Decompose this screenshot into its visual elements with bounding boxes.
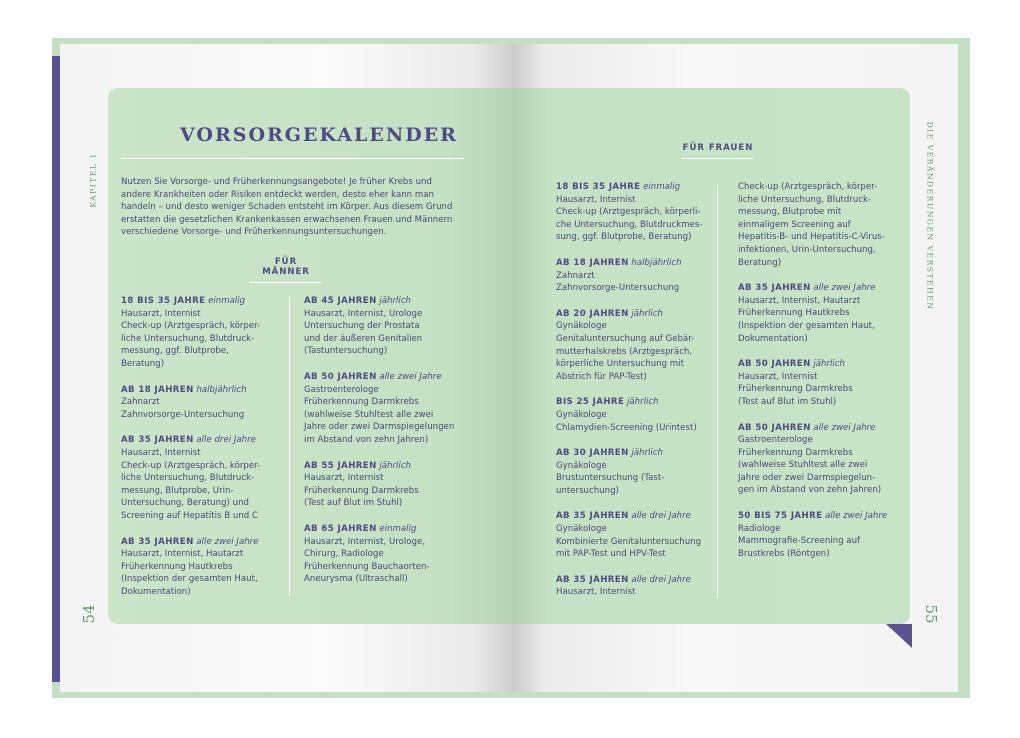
- entry-frequency: jährlich: [813, 359, 845, 370]
- women-column-2: [738, 181, 898, 573]
- page-number-left: 54: [80, 604, 98, 624]
- entry-details: Gynäkologe Chlamydien-Screening (Urintest): [556, 409, 697, 433]
- entry-age: AB 50 JAHREN: [738, 422, 811, 433]
- schedule-entry: [304, 460, 464, 510]
- schedule-entry-continued: [738, 181, 898, 269]
- entry-age: AB 35 JAHREN: [556, 574, 629, 585]
- entry-details: Zahnarzt Zahnvorsorge-Untersuchung: [556, 270, 680, 294]
- men-column-1: [121, 295, 269, 611]
- column-divider: [717, 184, 718, 598]
- entry-age: AB 20 JAHREN: [556, 308, 629, 319]
- entry-frequency: einmalig: [208, 296, 246, 306]
- women-column-1: [556, 181, 712, 612]
- schedule-entry: [738, 422, 898, 498]
- entry-details: Hausarzt, Internist Check-up (Arztgespräch, körper- liche Untersuchung, Blutdruck- messung, ggf. Blutprobe, Beratung): [121, 308, 261, 369]
- schedule-entry: [738, 510, 898, 560]
- entry-details: Gastroenterologe Früherkennung Darmkrebs (wahlweise Stuhltest alle zwei Jahre oder zwei Darmspiegelun- gen im Abstand von zehn Jahren): [738, 435, 882, 496]
- schedule-entry: [121, 295, 269, 371]
- entry-details: Hausarzt, Internist, Urologe, Chirurg, Radiologe Früherkennung Bauchaorten- Aneurysma (Ultraschall): [304, 536, 430, 585]
- entry-frequency: jährlich: [379, 296, 411, 306]
- schedule-entry: [556, 574, 712, 599]
- heading-frauen: FÜR FRAUEN: [682, 143, 754, 159]
- entry-frequency: einmalig: [379, 523, 417, 534]
- entry-details: Check-up (Arztgespräch, körper- liche Untersuchung, Blutdruck- messung, Blutprobe mit einmaligem Screening auf Hepatitis-B- und Hepatitis-C-Virus- infektionen, Urin-Untersuchung, Beratung): [738, 182, 885, 268]
- entry-frequency: jährlich: [631, 448, 663, 459]
- entry-details: Gynäkologe Genitaluntersuchung auf Gebär- mutterhalskrebs (Arztgespräch, körperliche Untersuchung mit Abstrich für PAP-Test): [556, 321, 695, 382]
- entry-details: Hausarzt, Internist, Urologe Untersuchung der Prostata und der äußeren Genitalien (Tastuntersuchung): [304, 308, 423, 357]
- entry-age: 18 BIS 35 JAHRE: [556, 182, 641, 192]
- entry-frequency: alle drei Jahre: [631, 511, 691, 522]
- entry-details: Hausarzt, Internist Check-up (Arztgespräch, körperli- che Untersuchung, Blutdruckmes- sung, ggf. Blutprobe, Beratung): [556, 194, 703, 243]
- entry-frequency: alle zwei Jahre: [825, 511, 888, 522]
- column-divider: [289, 296, 290, 596]
- entry-details: Hausarzt, Internist, Hautarzt Früherkennung Hautkrebs (Inspektion der gesamten Haut, Dokumentation): [738, 295, 875, 344]
- men-column-2: [304, 295, 464, 599]
- entry-age: AB 45 JAHREN: [304, 296, 377, 306]
- entry-age: AB 65 JAHREN: [304, 523, 377, 534]
- entry-details: Radiologe Mammografie-Screening auf Brustkrebs (Röntgen): [738, 523, 861, 559]
- entry-details: Hausarzt, Internist Früherkennung Darmkrebs (Test auf Blut im Stuhl): [738, 371, 853, 407]
- title-divider: [121, 158, 464, 159]
- entry-frequency: alle drei Jahre: [631, 574, 691, 585]
- entry-frequency: halbjährlich: [196, 384, 247, 395]
- schedule-entry: [556, 308, 712, 384]
- entry-frequency: einmalig: [643, 182, 681, 192]
- schedule-entry: [556, 510, 712, 560]
- entry-frequency: alle zwei Jahre: [813, 283, 876, 294]
- schedule-entry: [556, 257, 712, 295]
- entry-age: AB 35 JAHREN: [738, 283, 811, 294]
- entry-details: Gynäkologe Kombinierte Genitaluntersuchung mit PAP-Test und HPV-Test: [556, 524, 702, 560]
- schedule-entry: [556, 181, 712, 244]
- entry-details: Gastroenterologe Früherkennung Darmkrebs (wahlweise Stuhltest alle zwei Jahre oder zwei Darmspiegelungen im Abstand von zehn Jahren): [304, 384, 455, 445]
- schedule-entry: [304, 295, 464, 358]
- entry-frequency: jährlich: [379, 460, 411, 471]
- entry-frequency: halbjährlich: [631, 257, 682, 268]
- schedule-entry: [556, 447, 712, 497]
- entry-frequency: alle zwei Jahre: [813, 422, 876, 433]
- intro-paragraph: Nutzen Sie Vorsorge- und Früherkennungsangebote! Je früher Krebs und andere Krankheiten oder Risiken entdeckt werden, desto eher kann man handeln – und desto weniger Schaden entsteht im Körper. Aus diesem Grund erstatten die gesetzlichen Krankenkassen erwachsenen Frauen und Männern verschiedene Vorsorge- und Früherkennungsuntersuchungen.: [121, 177, 453, 238]
- entry-details: Hausarzt, Internist Check-up (Arztgespräch, körper- liche Untersuchung, Blutdruck- messung, Blutprobe, Urin- Untersuchung, Beratung) und Screening auf Hepatitis B und C: [121, 447, 261, 521]
- entry-age: AB 18 JAHREN: [121, 384, 194, 395]
- entry-age: AB 55 JAHREN: [304, 460, 377, 471]
- entry-age: AB 50 JAHREN: [304, 371, 377, 382]
- heading-maenner: FÜR MÄNNER: [250, 257, 322, 283]
- entry-age: BIS 25 JAHRE: [556, 397, 625, 408]
- entry-details: Gynäkologe Brustuntersuchung (Tast- untersuchung): [556, 460, 665, 496]
- entry-frequency: alle zwei Jahre: [379, 371, 442, 382]
- section-running-head: DIE VERÄNDERUNGEN VERSTEHEN: [925, 121, 935, 311]
- entry-age: AB 30 JAHREN: [556, 448, 629, 459]
- entry-details: Hausarzt, Internist Früherkennung Darmkrebs (Test auf Blut im Stuhl): [304, 473, 419, 509]
- entry-age: AB 35 JAHREN: [121, 536, 194, 547]
- entry-age: 50 BIS 75 JAHRE: [738, 511, 823, 522]
- schedule-entry: [121, 536, 269, 599]
- entry-age: AB 50 JAHREN: [738, 359, 811, 370]
- entry-age: AB 35 JAHREN: [121, 435, 194, 446]
- entry-age: 18 BIS 35 JAHRE: [121, 296, 206, 306]
- entry-age: AB 18 JAHREN: [556, 257, 629, 268]
- entry-age: AB 35 JAHREN: [556, 511, 629, 522]
- entry-details: Hausarzt, Internist, Hautarzt Früherkennung Hautkrebs (Inspektion der gesamten Haut, Dokumentation): [121, 549, 258, 597]
- entry-frequency: alle drei Jahre: [196, 435, 256, 446]
- schedule-entry: [304, 523, 464, 586]
- entry-details: Hausarzt, Internist: [556, 587, 636, 598]
- chapter-label: KAPITEL 1: [88, 152, 98, 208]
- page-number-right: 55: [922, 604, 940, 624]
- page-title: VORSORGEKALENDER: [180, 124, 458, 146]
- schedule-entry: [121, 434, 269, 522]
- entry-frequency: alle zwei Jahre: [196, 536, 259, 547]
- schedule-entry: [738, 282, 898, 345]
- schedule-entry: [121, 384, 269, 422]
- schedule-entry: [304, 371, 464, 447]
- schedule-entry: [738, 358, 898, 408]
- entry-frequency: jährlich: [626, 397, 659, 408]
- entry-frequency: jährlich: [631, 308, 663, 319]
- schedule-entry: [556, 396, 712, 434]
- entry-details: Zahnarzt Zahnvorsorge-Untersuchung: [121, 397, 245, 420]
